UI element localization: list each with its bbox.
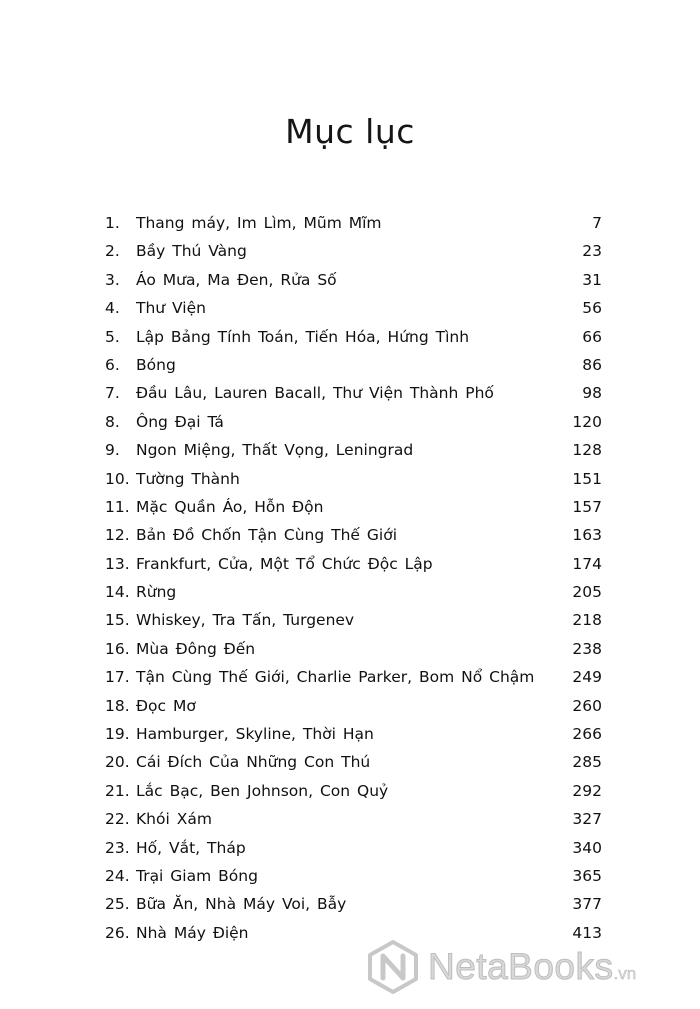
toc-entry bbox=[100, 436, 610, 464]
toc-entry-page-number: 365 bbox=[572, 866, 602, 885]
watermark-suffix: .vn bbox=[613, 964, 637, 983]
toc-entry bbox=[100, 351, 610, 379]
toc-entry-number: 17. bbox=[105, 668, 130, 687]
toc-entry-title: Trại Giam Bóng bbox=[136, 866, 258, 885]
toc-entry-page-number: 340 bbox=[572, 838, 602, 857]
toc-entry bbox=[100, 465, 610, 493]
toc-entry-title: Rừng bbox=[136, 583, 177, 602]
toc-entry-page-number: 205 bbox=[572, 583, 602, 602]
watermark-text bbox=[428, 944, 636, 997]
toc-entry-page-number: 86 bbox=[582, 355, 602, 374]
toc-entry-number: 11. bbox=[105, 497, 130, 516]
toc-entry-page-number: 56 bbox=[582, 299, 602, 318]
toc-entry bbox=[100, 408, 610, 436]
toc-entry-title: Cái Đích Của Những Con Thú bbox=[136, 753, 371, 772]
toc-entry-title: Đọc Mơ bbox=[136, 696, 196, 715]
toc-entry bbox=[100, 748, 610, 776]
toc-entry-title: Bữa Ăn, Nhà Máy Voi, Bẫy bbox=[136, 895, 347, 914]
toc-entry-title: Đầu Lâu, Lauren Bacall, Thư Viện Thành Phố bbox=[136, 384, 494, 403]
toc-entry bbox=[100, 834, 610, 862]
table-of-contents bbox=[100, 209, 610, 947]
toc-entry bbox=[100, 720, 610, 748]
toc-entry-number: 14. bbox=[105, 583, 130, 602]
toc-entry bbox=[100, 323, 610, 351]
toc-entry bbox=[100, 663, 610, 691]
toc-entry-number: 16. bbox=[105, 639, 130, 658]
toc-entry-title: Bầy Thú Vàng bbox=[136, 242, 247, 261]
toc-entry-title: Hamburger, Skyline, Thời Hạn bbox=[136, 725, 374, 744]
toc-entry-page-number: 238 bbox=[572, 639, 602, 658]
toc-entry-title: Lập Bảng Tính Toán, Tiến Hóa, Hứng Tình bbox=[136, 327, 470, 346]
toc-entry-page-number: 266 bbox=[572, 725, 602, 744]
netabooks-logo-icon bbox=[366, 940, 420, 994]
toc-entry-page-number: 260 bbox=[572, 696, 602, 715]
toc-entry-page-number: 249 bbox=[572, 668, 602, 687]
toc-entry-title: Frankfurt, Cửa, Một Tổ Chức Độc Lập bbox=[136, 554, 433, 573]
toc-entry-number: 10. bbox=[105, 469, 130, 488]
toc-entry-title: Thang máy, Im Lìm, Mũm Mĩm bbox=[136, 214, 382, 232]
toc-entry-page-number: 7 bbox=[592, 214, 602, 232]
toc-entry-page-number: 285 bbox=[572, 753, 602, 772]
toc-entry bbox=[100, 606, 610, 634]
toc-entry-page-number: 157 bbox=[572, 497, 602, 516]
toc-entry-title: Whiskey, Tra Tấn, Turgenev bbox=[136, 611, 355, 630]
toc-entry-title: Tận Cùng Thế Giới, Charlie Parker, Bom Nổ Chậm bbox=[136, 668, 535, 687]
toc-entry-page-number: 413 bbox=[572, 923, 602, 942]
toc-entry-page-number: 377 bbox=[572, 895, 602, 914]
toc-entry bbox=[100, 777, 610, 805]
toc-entry-title: Nhà Máy Điện bbox=[136, 923, 249, 942]
toc-entry-title: Tường Thành bbox=[136, 469, 240, 488]
toc-entry-number: 15. bbox=[105, 611, 130, 630]
toc-entry bbox=[100, 266, 610, 294]
toc-entry-number: 2. bbox=[105, 242, 120, 261]
toc-entry-title: Lắc Bạc, Ben Johnson, Con Quỷ bbox=[136, 781, 389, 800]
toc-entry-number: 25. bbox=[105, 895, 130, 914]
toc-entry bbox=[100, 862, 610, 890]
watermark-brand: NetaBooks bbox=[428, 946, 614, 987]
toc-entry bbox=[100, 635, 610, 663]
toc-entry bbox=[100, 805, 610, 833]
toc-entry-page-number: 23 bbox=[582, 242, 602, 261]
toc-entry-number: 12. bbox=[105, 526, 130, 545]
toc-entry-number: 26. bbox=[105, 923, 130, 942]
toc-entry bbox=[100, 521, 610, 549]
toc-entry bbox=[100, 578, 610, 606]
toc-entry-title: Mùa Đông Đến bbox=[136, 639, 256, 658]
toc-entry-title: Ông Đại Tá bbox=[136, 412, 224, 431]
toc-entry bbox=[100, 209, 610, 237]
toc-entry-page-number: 174 bbox=[572, 554, 602, 573]
toc-entry-page-number: 151 bbox=[572, 469, 602, 488]
toc-entry-number: 13. bbox=[105, 554, 130, 573]
watermark bbox=[366, 940, 686, 994]
toc-entry-page-number: 218 bbox=[572, 611, 602, 630]
toc-entry-number: 8. bbox=[105, 412, 120, 431]
toc-entry-title: Hố, Vắt, Tháp bbox=[136, 838, 246, 857]
toc-entry-page-number: 120 bbox=[572, 412, 602, 431]
toc-entry-title: Áo Mưa, Ma Đen, Rửa Số bbox=[136, 270, 337, 289]
toc-entry-number: 9. bbox=[105, 441, 120, 460]
toc-entry-number: 23. bbox=[105, 838, 130, 857]
toc-entry bbox=[100, 493, 610, 521]
toc-entry-number: 22. bbox=[105, 810, 130, 829]
toc-entry-title: Bóng bbox=[136, 355, 176, 374]
toc-entry bbox=[100, 550, 610, 578]
toc-entry-page-number: 327 bbox=[572, 810, 602, 829]
toc-entry-number: 19. bbox=[105, 725, 130, 744]
toc-entry-number: 1. bbox=[105, 214, 120, 232]
toc-entry bbox=[100, 379, 610, 407]
toc-entry-number: 7. bbox=[105, 384, 120, 403]
toc-entry-number: 6. bbox=[105, 355, 120, 374]
toc-entry bbox=[100, 294, 610, 322]
toc-entry-title: Khói Xám bbox=[136, 810, 212, 829]
toc-entry-number: 21. bbox=[105, 781, 130, 800]
toc-entry-number: 3. bbox=[105, 270, 120, 289]
toc-entry-number: 5. bbox=[105, 327, 120, 346]
toc-entry-number: 20. bbox=[105, 753, 130, 772]
toc-entry-title: Bản Đồ Chốn Tận Cùng Thế Giới bbox=[136, 526, 397, 545]
toc-entry-title: Ngon Miệng, Thất Vọng, Leningrad bbox=[136, 441, 414, 460]
toc-entry-number: 18. bbox=[105, 696, 130, 715]
toc-entry-number: 24. bbox=[105, 866, 130, 885]
toc-entry bbox=[100, 890, 610, 918]
toc-entry-page-number: 292 bbox=[572, 781, 602, 800]
toc-entry-title: Thư Viện bbox=[136, 299, 206, 318]
toc-entry-page-number: 163 bbox=[572, 526, 602, 545]
toc-entry-page-number: 66 bbox=[582, 327, 602, 346]
toc-entry-number: 4. bbox=[105, 299, 120, 318]
toc-entry bbox=[100, 237, 610, 265]
toc-entry-page-number: 128 bbox=[572, 441, 602, 460]
toc-entry-title: Mặc Quần Áo, Hỗn Độn bbox=[136, 497, 324, 516]
page-title: Mục lục bbox=[285, 112, 415, 151]
toc-entry bbox=[100, 692, 610, 720]
toc-entry-page-number: 31 bbox=[582, 270, 602, 289]
toc-entry-page-number: 98 bbox=[582, 384, 602, 403]
